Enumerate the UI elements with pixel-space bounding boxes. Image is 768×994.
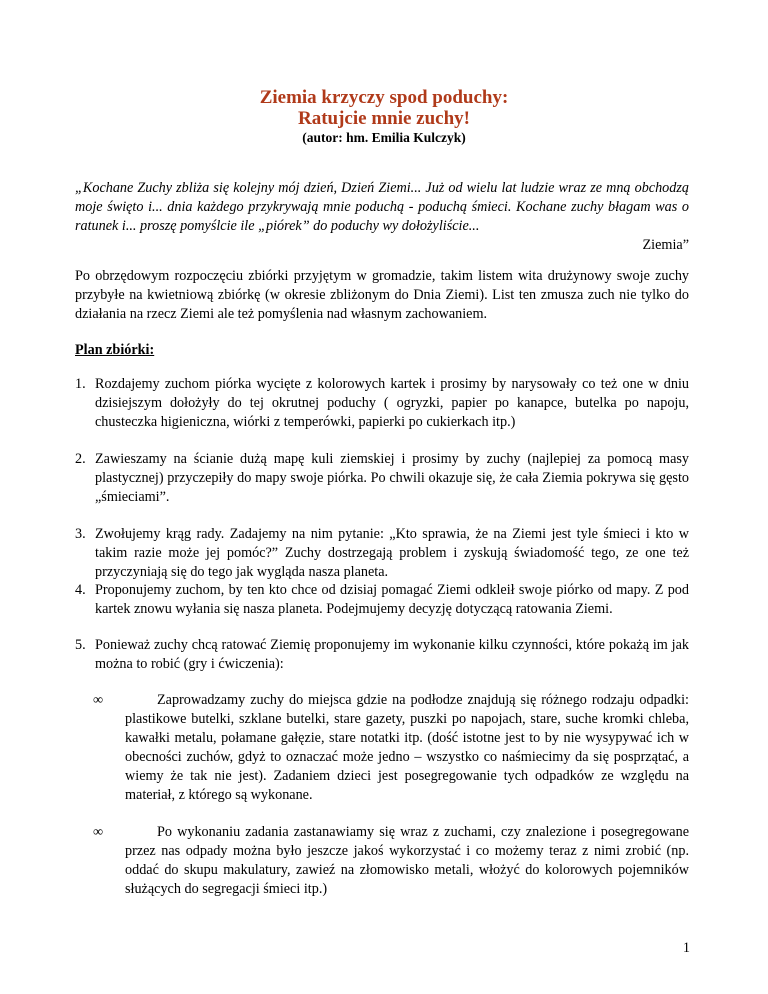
activity-bullet-text: Po wykonaniu zadania zastanawiamy się wraz z zuchami, czy znalezione i posegregowane przez nas odpady można było jeszcze jakoś wykorzystać i co możemy teraz z nimi zrobić (np. oddać do skupu makulatury, zawieź na złomowisko metali, włożyć do kolorowych pojemników służących do segregacji śmieci itp.) [125, 824, 689, 897]
page-number: 1 [682, 940, 690, 956]
intro-paragraph: Po obrzędowym rozpoczęciu zbiórki przyjętym w gromadzie, takim listem wita drużynowy swoje zuchy przybyłe na kwietniową zbiórkę (w okresie zbliżonym do Dnia Ziemi). List ten zmusza zuch nie tylko do działania na rzecz Ziemi ale też pomyślenia nad własnym zachowaniem. [75, 268, 689, 322]
plan-item [75, 375, 689, 432]
plan-item-text: Zawieszamy na ścianie dużą mapę kuli ziemskiej i prosimy by zuchy (najlepiej za pomocą masy plastycznej) przyczepiły do mapy swoje piórka. Po chwili okazuje się, że cała Ziemia pokrywa się gęsto „śmieciami”. [95, 451, 689, 505]
document-title-line1: Ziemia krzyczy spod poduchy: [259, 87, 509, 108]
earth-letter-text: „Kochane Zuchy zbliża się kolejny mój dzień, Dzień Ziemi... Już od wielu lat ludzie wraz ze mną obchodzą moje święto i... dnia każdego przykrywają mnie poduchą - poduchą śmieci. Kochane zuchy błagam was o ratunek i... proszę pomyślcie ile „piórek” do poduchy wy dołożyliście... [75, 180, 689, 234]
plan-item-text: Ponieważ zuchy chcą ratować Ziemię proponujemy im wykonanie kilku czynności, które pokażą im jak można to robić (gry i ćwiczenia): [95, 637, 689, 672]
plan-item [75, 450, 689, 507]
infinity-bullet-icon: ∞ [93, 692, 104, 708]
plan-item-number: 2. [75, 451, 86, 467]
plan-item [75, 581, 689, 619]
plan-item-number: 3. [75, 526, 86, 542]
plan-item-text: Rozdajemy zuchom piórka wycięte z kolorowych kartek i prosimy by narysowały co też one w dniu dzisiejszym dołożyły do tej okrutnej poduchy ( ogryzki, papier po kanapce, butelka po napoju, chusteczka higieniczna, wiórki z temperówki, papierki po cukierkach itp.) [95, 376, 689, 430]
earth-letter-signature: Ziemia” [642, 237, 689, 253]
plan-heading: Plan zbiórki: [75, 342, 155, 358]
activity-bullet [93, 823, 689, 899]
document-title-line2: Ratujcie mnie zuchy! [297, 108, 471, 129]
plan-item-number: 5. [75, 637, 86, 653]
plan-item-number: 4. [75, 582, 86, 598]
plan-item-text: Proponujemy zuchom, by ten kto chce od dzisiaj pomagać Ziemi odkleił swoje piórko od mapy. Z pod kartek znowu wyłania się nasza planeta. Podejmujemy decyzję dotyczącą ratowania Ziemi. [95, 582, 689, 617]
plan-item-text: Zwołujemy krąg rady. Zadajemy na nim pytanie: „Kto sprawia, że na Ziemi jest tyle śmieci i kto w takim razie może jej pomóc?” Zuchy dostrzegają problem i zyskują świadomość tego, ze one też przyczyniają się do tego jak wygląda nasza planeta. [95, 526, 689, 580]
plan-item-number: 1. [75, 376, 86, 392]
plan-item [75, 525, 689, 582]
plan-item [75, 636, 689, 674]
infinity-bullet-icon: ∞ [93, 824, 104, 840]
document-author: (autor: hm. Emilia Kulczyk) [302, 130, 466, 145]
activity-bullet [93, 691, 689, 805]
earth-letter [75, 179, 689, 255]
activity-bullet-text: Zaprowadzamy zuchy do miejsca gdzie na podłodze znajdują się różnego rodzaju odpadki: plastikowe butelki, szklane butelki, stare gazety, puszki po napojach, stare, suche kromki chleba, kawałki metalu, połamane gałęzie, stare notatki itp. (dość istotne jest to by nie wysypywać ich w obecności zuchów, gdyż to oznaczać może jedno – wszystko co naśmiecimy da się posprzątać, a wiemy że tak nie jest). Zadaniem dzieci jest posegregowanie tych odpadków ze względu na materiał, z którego są wykonane. [125, 692, 689, 803]
